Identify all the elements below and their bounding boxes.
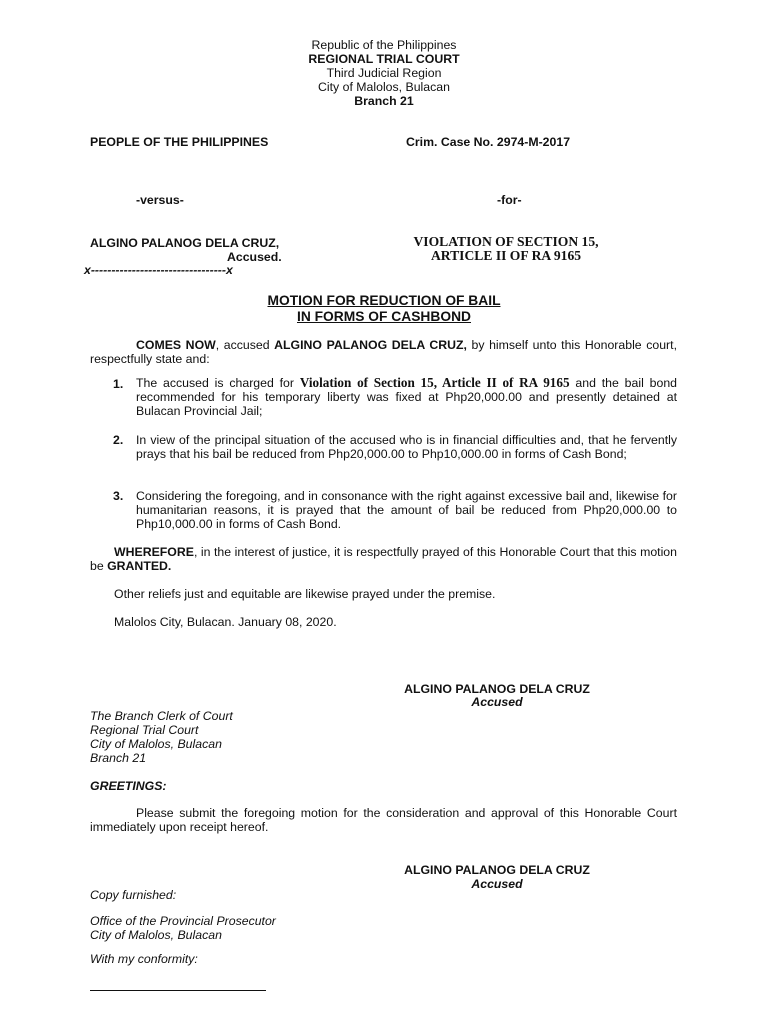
addressee-line1: The Branch Clerk of Court (90, 709, 233, 723)
addressee-line3: City of Malolos, Bulacan (90, 737, 222, 751)
intro-text1: , accused (215, 338, 275, 352)
motion-title-line2: IN FORMS OF CASHBOND (297, 309, 471, 324)
item-1-pre: The accused is charged for (136, 376, 300, 390)
header-region: Third Judicial Region (326, 66, 442, 80)
signature2-name: ALGINO PALANOG DELA CRUZ (404, 863, 590, 877)
date-line: Malolos City, Bulacan. January 08, 2020. (114, 615, 337, 629)
conformity-label: With my conformity: (90, 952, 198, 966)
item-1-text (136, 376, 677, 418)
intro-name: ALGINO PALANOG DELA CRUZ, (274, 338, 467, 352)
motion-title-line1: MOTION FOR REDUCTION OF BAIL (267, 293, 501, 308)
item-3-number: 3. (113, 489, 124, 503)
signature2-role: Accused (471, 877, 523, 891)
intro-lead: COMES NOW (136, 338, 216, 352)
wherefore-lead: WHEREFORE (114, 545, 194, 559)
other-reliefs: Other reliefs just and equitable are likewise prayed under the premise. (114, 587, 496, 601)
addressee-line2: Regional Trial Court (90, 723, 199, 737)
wherefore-granted: GRANTED. (107, 559, 172, 573)
intro-paragraph (90, 338, 677, 366)
intro-text2: by himself unto this Honorable court, respectfully state and: (90, 338, 677, 366)
caption-separator: x---------------------------------x (84, 263, 233, 277)
item-2-text: In view of the principal situation of the accused who is in financial difficulties and, that he fervently prays that his bail be reduced from Php20,000.00 to Php10,000.00 in forms of Cash Bond; (136, 433, 677, 461)
copy-furnished-line1: Office of the Provincial Prosecutor (90, 914, 276, 928)
plaintiff: PEOPLE OF THE PHILIPPINES (90, 135, 269, 149)
greetings: GREETINGS: (90, 779, 167, 793)
header-branch: Branch 21 (354, 94, 414, 108)
copy-furnished-line2: City of Malolos, Bulacan (90, 928, 222, 942)
header-republic: Republic of the Philippines (311, 38, 457, 52)
copy-furnished-label: Copy furnished: (90, 888, 177, 902)
signature1-name: ALGINO PALANOG DELA CRUZ (404, 682, 590, 696)
header-court: REGIONAL TRIAL COURT (308, 52, 460, 66)
addressee-line4: Branch 21 (90, 751, 147, 765)
item-1-number: 1. (113, 377, 124, 391)
wherefore-text: , in the interest of justice, it is respectfully prayed of this Honorable Court that this motion be (90, 545, 677, 573)
header-city: City of Malolos, Bulacan (318, 80, 450, 94)
offense-line1: VIOLATION OF SECTION 15, (413, 234, 599, 249)
item-1-charge: Violation of Section 15, Article II of RA 9165 (299, 375, 570, 390)
conformity-signature-line (90, 990, 266, 991)
versus: -versus- (136, 193, 184, 207)
request-text: Please submit the foregoing motion for the consideration and approval of this Honorable Court immediately upon receipt hereof. (90, 806, 677, 834)
item-2-number: 2. (113, 433, 124, 447)
item-1-post: and the bail bond recommended for his temporary liberty was fixed at Php20,000.00 and presently detained at Bulacan Provincial Jail; (136, 376, 678, 418)
accused-name: ALGINO PALANOG DELA CRUZ, (90, 236, 280, 250)
offense-line2: ARTICLE II OF RA 9165 (430, 248, 582, 263)
item-3-text: Considering the foregoing, and in consonance with the right against excessive bail and, likewise for humanitarian reasons, it is prayed that the amount of bail be reduced from Php20,000.00 to Php10,000.00 in forms of Cash Bond. (136, 489, 677, 531)
accused-label: Accused. (227, 250, 282, 264)
case-number: Crim. Case No. 2974-M-2017 (406, 135, 571, 149)
signature1-role: Accused (471, 695, 523, 709)
request-paragraph (90, 806, 677, 834)
for-label: -for- (497, 193, 522, 207)
wherefore-paragraph (90, 545, 677, 573)
